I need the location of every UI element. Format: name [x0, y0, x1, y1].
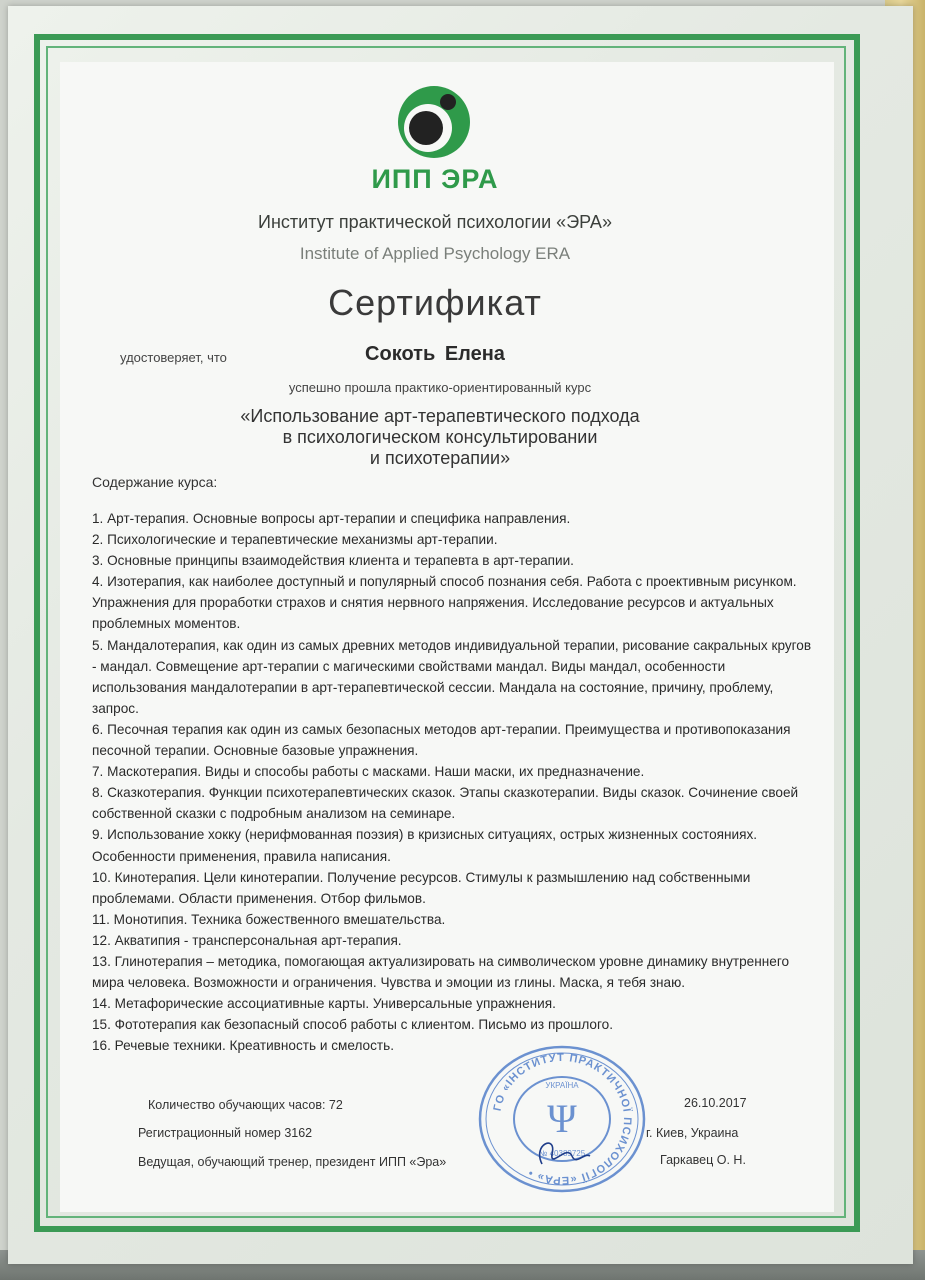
- list-item: 14. Метафорические ассоциативные карты. Универсальные упражнения.: [92, 996, 556, 1012]
- course-title: [200, 406, 680, 469]
- list-item: 11. Монотипия. Техника божественного вмешательства.: [92, 911, 446, 927]
- recipient-name: Сокоть Елена: [365, 343, 505, 365]
- svg-text:ГО «ІНСТИТУТ ПРАКТИЧНОЇ ПСИХОЛ: ГО «ІНСТИТУТ ПРАКТИЧНОЇ ПСИХОЛОГІЇ «ЕРА» •: [491, 1051, 634, 1187]
- list-item: 3. Основные принципы взаимодействия клиента и терапевта в арт-терапии.: [92, 553, 574, 569]
- course-title-line: «Использование арт-терапевтического подхода: [240, 406, 640, 426]
- list-item: 1. Арт-терапия. Основные вопросы арт-терапии и специфика направления.: [92, 511, 571, 526]
- era-logo-icon: [396, 84, 472, 160]
- list-item: 5. Мандалотерапия, как один из самых древних методов индивидуальной терапии, рисование сакральных кругов - мандал. Совмещение арт-терапии с магическими свойствами мандал. Виды мандал, особенности использования мандалотерапии в арт-терапевтической сессии. Мандала на состояние, причину, проблему, запрос.: [92, 637, 812, 716]
- list-item: 9. Использование хокку (нерифмованная поэзия) в кризисных ситуациях, острых жизненных состояниях. Особенности применения, правила написания.: [92, 827, 758, 864]
- signatory-name: Гаркавец О. Н.: [660, 1153, 746, 1167]
- list-item: 12. Акватипия - трансперсональная арт-терапия.: [92, 932, 402, 948]
- list-item: 6. Песочная терапия как один из самых безопасных методов арт-терапии. Преимущества и противопоказания песочной терапии. Основные базовые упражнения.: [92, 721, 791, 759]
- training-hours: Количество обучающих часов: 72: [148, 1098, 343, 1112]
- svg-text:Ψ: Ψ: [547, 1096, 577, 1141]
- logo-text: ИПП ЭРА: [371, 164, 499, 194]
- completed-text: успешно прошла практико-ориентированный курс: [288, 380, 592, 395]
- list-item: 15. Фототерапия как безопасный способ работы с клиентом. Письмо из прошлого.: [92, 1017, 613, 1033]
- registration-number: Регистрационный номер 3162: [138, 1126, 313, 1140]
- svg-text:№ 40389725: № 40389725: [538, 1149, 586, 1158]
- contents-label: Содержание курса:: [92, 474, 218, 490]
- issue-city: г. Киев, Украина: [646, 1126, 739, 1140]
- list-item: 4. Изотерапия, как наиболее доступный и популярный способ познания себя. Работа с проективным рисунком. Упражнения для проработки страхов и снятия нервного напряжения. Исследование ресурсов и актуальных проблемных моментов.: [92, 574, 797, 632]
- institute-name-ru: Институт практической психологии «ЭРА»: [258, 212, 612, 232]
- list-item: 13. Глинотерапия – методика, помогающая актуализировать на символическом уровне динамику внутреннего мира человека. Возможности и ограничения. Чувства и эмоции из глины. Маска, я тебя знаю.: [92, 953, 790, 991]
- list-item: 7. Маскотерапия. Виды и способы работы с масками. Наши маски, их предназначение.: [92, 764, 645, 780]
- official-stamp-icon: [472, 1044, 652, 1194]
- list-item: 8. Сказкотерапия. Функции психотерапевтических сказок. Этапы сказкотерапии. Виды сказок. Сочинение своей собственной сказки с подробным анализом на семинаре.: [92, 785, 799, 822]
- list-item: 16. Речевые техники. Креативность и смелость.: [92, 1038, 394, 1054]
- leader-title: Ведущая, обучающий тренер, президент ИПП «Эра»: [138, 1155, 447, 1169]
- course-contents-list: [92, 508, 812, 1056]
- certificate-title: Сертификат: [328, 282, 542, 323]
- issue-date: 26.10.2017: [684, 1096, 747, 1110]
- certifies-text: удостоверяет, что: [120, 350, 227, 365]
- svg-text:УКРАЇНА: УКРАЇНА: [545, 1081, 579, 1090]
- list-item: 10. Кинотерапия. Цели кинотерапии. Получение ресурсов. Стимулы к размышлению над собственными проблемами. Области применения. Отбор фильмов.: [92, 869, 751, 906]
- course-title-line: в психологическом консультировании: [282, 427, 598, 447]
- course-title-line: и психотерапии»: [369, 448, 511, 468]
- list-item: 2. Психологические и терапевтические механизмы арт-терапии.: [92, 532, 498, 548]
- institute-name-en: Institute of Applied Psychology ERA: [299, 244, 571, 263]
